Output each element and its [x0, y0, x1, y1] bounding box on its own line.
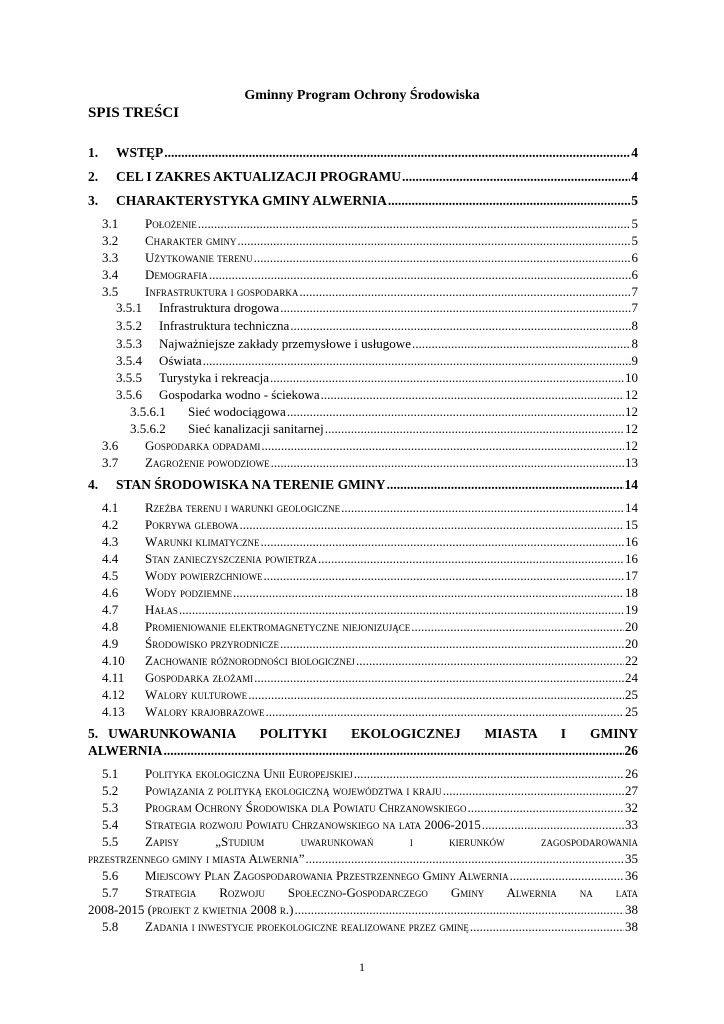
toc-entry-4[interactable] [0, 477, 724, 495]
toc-entry-3[interactable] [0, 193, 724, 211]
page-number: 1 [359, 960, 365, 974]
toc-page: 25 [625, 687, 638, 702]
toc-page: 7 [631, 284, 638, 299]
toc-number: 4.5 [102, 568, 119, 583]
toc-page: 16 [625, 534, 638, 549]
toc-number: 5. [88, 726, 99, 741]
toc-title: Wody podziemne [145, 585, 233, 600]
toc-title: UWARUNKOWANIA POLITYKI EKOLOGICZNEJ MIASTA I GMINY [108, 726, 638, 741]
toc-leader [164, 743, 624, 759]
toc-number: 5.3 [102, 800, 119, 815]
toc-number: 3.5.1 [116, 300, 142, 315]
toc-title: Strategia rozwoju Powiatu Chrzanowskiego na lata 2006-2015 [145, 817, 481, 832]
toc-entry-3-5-1[interactable] [0, 300, 724, 317]
toc-entry-4-7[interactable] [0, 602, 724, 619]
toc-page: 12 [625, 404, 638, 419]
toc-leader [179, 602, 624, 618]
toc-leader [254, 670, 624, 686]
toc-leader [239, 517, 624, 533]
toc-number: 5.4 [102, 817, 119, 832]
toc-number: 3.1 [102, 216, 119, 231]
toc-page: 19 [625, 602, 638, 617]
toc-title: Zachowanie różnorodności biologicznej [145, 653, 355, 668]
toc-entry-3-1[interactable] [0, 216, 724, 233]
toc-entry-3-7[interactable] [0, 455, 724, 472]
toc-entry-4-3[interactable] [0, 534, 724, 551]
toc-leader [294, 902, 624, 918]
toc-page: 12 [625, 438, 638, 453]
toc-page: 6 [631, 267, 638, 282]
toc-number: 5.6 [102, 868, 119, 883]
toc-number: 4.6 [102, 585, 119, 600]
toc-title: Położenie [145, 216, 197, 231]
toc-leader [354, 766, 624, 782]
toc-heading: SPIS TREŚCI [88, 105, 180, 121]
toc-entry-3-3[interactable] [0, 250, 724, 267]
toc-page: 13 [625, 455, 638, 470]
toc-leader [482, 817, 624, 833]
toc-leader [402, 169, 630, 185]
toc-page: 33 [625, 817, 638, 832]
toc-title: Hałas [145, 602, 178, 617]
toc-number: 4.9 [102, 636, 119, 651]
toc-entry-4-10[interactable] [0, 653, 724, 670]
toc-page: 38 [625, 919, 638, 934]
toc-page: 14 [624, 477, 638, 492]
toc-title: Walory krajobrazowe [145, 704, 265, 719]
toc-page: 26 [625, 766, 638, 781]
toc-entry-3-6[interactable] [0, 438, 724, 455]
toc-title: Strategia Rozwoju Społeczno-Gospodarczego Gminy Alwernia na lata [145, 885, 638, 900]
toc-leader [266, 704, 624, 720]
toc-entry-4-13[interactable] [0, 704, 724, 721]
toc-page: 18 [625, 585, 638, 600]
document-title: Gminny Program Ochrony Środowiska [244, 88, 480, 103]
toc-title: Program Ochrony Środowiska dla Powiatu Chrzanowskiego [145, 800, 467, 815]
toc-entry-5[interactable] [0, 726, 724, 762]
toc-leader [443, 783, 624, 799]
toc-entry-3-5-3[interactable] [0, 336, 724, 353]
toc-number: 4.1 [102, 500, 119, 515]
toc-number: 3. [88, 193, 99, 208]
toc-entry-3-5-6[interactable] [0, 387, 724, 404]
toc-entry-4-2[interactable] [0, 517, 724, 534]
toc-leader [209, 267, 631, 283]
toc-page: 36 [625, 868, 638, 883]
toc-number: 5.5 [102, 834, 119, 849]
toc-page: 25 [625, 704, 638, 719]
toc-title: Polityka ekologiczna Unii Europejskiej [145, 766, 353, 781]
toc-number: 4.3 [102, 534, 119, 549]
toc-title: Infrastruktura techniczna [159, 318, 290, 333]
toc-entry-5-5[interactable] [0, 834, 724, 868]
toc-number: 3.7 [102, 455, 119, 470]
toc-entry-4-1[interactable] [0, 500, 724, 517]
toc-page: 38 [625, 902, 638, 917]
toc-leader [237, 233, 630, 249]
toc-entry-4-4[interactable] [0, 551, 724, 568]
toc-page: 22 [625, 653, 638, 668]
toc-leader [264, 568, 624, 584]
toc-leader [388, 193, 630, 209]
toc-page: 9 [631, 353, 638, 368]
toc-title: Gospodarka odpadami [145, 438, 261, 453]
toc-entry-5-4[interactable] [0, 817, 724, 834]
toc-leader [356, 653, 624, 669]
toc-title: Charakter gminy [145, 233, 237, 248]
toc-number: 4.12 [102, 687, 125, 702]
toc-page: 35 [625, 851, 638, 866]
toc-entry-5-2[interactable] [0, 783, 724, 800]
toc-number: 5.1 [102, 766, 119, 781]
toc-title: Infrastruktura i gospodarka [145, 284, 299, 299]
toc-leader [290, 318, 630, 334]
toc-number: 4.10 [102, 653, 125, 668]
toc-number: 3.2 [102, 233, 119, 248]
toc-page: 12 [625, 421, 638, 436]
toc-leader [280, 300, 630, 316]
toc-number: 3.5.6.2 [130, 421, 166, 436]
toc-leader [270, 370, 624, 386]
toc-number: 3.4 [102, 267, 119, 282]
toc-leader [341, 500, 624, 516]
toc-title: Najważniejsze zakłady przemysłowe i usługowe [159, 336, 411, 351]
toc-page: 4 [631, 169, 638, 184]
toc-title-continued: ALWERNIA [88, 743, 163, 758]
toc-leader [164, 145, 630, 161]
toc-title: Powiązania z polityką ekologiczną województwa i kraju [145, 783, 442, 798]
toc-title: CHARAKTERYSTYKA GMINY ALWERNIA [116, 193, 387, 208]
toc-title: Rzeźba terenu i warunki geologiczne [145, 500, 341, 515]
toc-number: 5.2 [102, 783, 119, 798]
toc-title: Zagrożenie powodziowe [145, 455, 270, 470]
toc-title: Gospodarka wodno - ściekowa [159, 387, 320, 402]
toc-number: 5.7 [102, 885, 119, 900]
toc-page: 4 [631, 145, 638, 160]
toc-leader [203, 353, 631, 369]
toc-entry-3-5-6-1[interactable] [0, 404, 724, 421]
toc-title: Wody powierzchniowe [145, 568, 263, 583]
toc-leader [233, 585, 624, 601]
toc-leader [261, 534, 624, 550]
toc-leader [325, 421, 624, 437]
toc-page: 16 [625, 551, 638, 566]
toc-title: WSTĘP [116, 145, 164, 160]
toc-leader [468, 800, 625, 816]
toc-entry-3-4[interactable] [0, 267, 724, 284]
toc-number: 3.5 [102, 284, 119, 299]
toc-leader [306, 851, 624, 867]
toc-title: Warunki klimatyczne [145, 534, 260, 549]
toc-number: 3.3 [102, 250, 119, 265]
toc-page: 20 [625, 619, 638, 634]
toc-page: 20 [625, 636, 638, 651]
toc-leader [261, 438, 624, 454]
toc-leader [387, 477, 624, 493]
toc-title: Demografia [145, 267, 208, 282]
toc-title: Infrastruktura drogowa [159, 300, 280, 315]
toc-leader [254, 250, 631, 266]
toc-entry-3-5[interactable] [0, 284, 724, 301]
toc-leader [280, 636, 624, 652]
toc-title: Walory kulturowe [145, 687, 248, 702]
toc-page: 8 [631, 336, 638, 351]
toc-entry-4-8[interactable] [0, 619, 724, 636]
toc-leader [412, 336, 631, 352]
toc-entry-5-6[interactable] [0, 868, 724, 885]
toc-number: 3.5.6.1 [130, 404, 166, 419]
toc-title: Stan zanieczyszczenia powietrza [145, 551, 317, 566]
toc-entry-5-7[interactable] [0, 885, 724, 919]
toc-page: 5 [631, 216, 638, 231]
toc-number: 4.11 [102, 670, 125, 685]
toc-page: 17 [625, 568, 638, 583]
toc-leader [510, 868, 624, 884]
toc-title: STAN ŚRODOWISKA NA TERENIE GMINY [116, 477, 386, 492]
toc-title-continued: 2008-2015 (projekt z kwietnia 2008 r.) [88, 902, 294, 917]
toc-entry-3-5-5[interactable] [0, 370, 724, 387]
toc-leader [318, 551, 624, 567]
toc-entry-4-12[interactable] [0, 687, 724, 704]
toc-entry-5-8[interactable] [0, 919, 724, 936]
toc-page: 10 [625, 370, 638, 385]
toc-page: 5 [631, 193, 638, 208]
toc-entry-5-1[interactable] [0, 766, 724, 783]
toc-leader [411, 619, 624, 635]
toc-leader [321, 387, 624, 403]
toc-number: 4.8 [102, 619, 119, 634]
toc-page: 26 [624, 743, 638, 758]
toc-number: 3.5.3 [116, 336, 142, 351]
toc-leader [198, 216, 631, 232]
toc-page: 27 [625, 783, 638, 798]
toc-number: 4.2 [102, 517, 119, 532]
toc-entry-5-3[interactable] [0, 800, 724, 817]
toc-title: Sieć kanalizacji sanitarnej [188, 421, 324, 436]
toc-number: 3.6 [102, 438, 119, 453]
toc-number: 3.5.6 [116, 387, 142, 402]
toc-number: 4.13 [102, 704, 125, 719]
toc-page: 14 [625, 500, 638, 515]
toc-leader [299, 284, 630, 300]
toc-title: Zadania i inwestycje proekologiczne realizowane przez gminę [145, 919, 469, 934]
toc-leader [248, 687, 624, 703]
toc-entry-3-5-2[interactable] [0, 318, 724, 335]
toc-title: Zapisy „Studium uwarunkowań i kierunków zagospodarowania [145, 834, 638, 849]
toc-entry-3-5-6-2[interactable] [0, 421, 724, 438]
toc-page: 32 [625, 800, 638, 815]
toc-leader [470, 919, 624, 935]
toc-title-continued: przestrzennego gminy i miasta Alwernia” [88, 851, 305, 866]
toc-entry-1[interactable] [0, 145, 724, 163]
toc-title: Oświata [159, 353, 202, 368]
toc-entry-4-9[interactable] [0, 636, 724, 653]
toc-page: 8 [631, 318, 638, 333]
toc-number: 3.5.4 [116, 353, 142, 368]
toc-entry-2[interactable] [0, 169, 724, 187]
toc-page: 6 [631, 250, 638, 265]
toc-number: 3.5.2 [116, 318, 142, 333]
toc-title: Środowisko przyrodnicze [145, 636, 279, 651]
toc-leader [271, 455, 624, 471]
toc-entry-4-5[interactable] [0, 568, 724, 585]
toc-page: 12 [625, 387, 638, 402]
toc-title: Użytkowanie terenu [145, 250, 253, 265]
toc-entry-3-2[interactable] [0, 233, 724, 250]
toc-entry-4-11[interactable] [0, 670, 724, 687]
toc-page: 7 [631, 300, 638, 315]
toc-number: 4.7 [102, 602, 119, 617]
toc-title: Pokrywa glebowa [145, 517, 239, 532]
toc-title: Turystyka i rekreacja [159, 370, 269, 385]
toc-title: Promieniowanie elektromagnetyczne niejonizujące [145, 619, 411, 634]
toc-number: 1. [88, 145, 99, 160]
toc-title: Sieć wodociągowa [188, 404, 286, 419]
toc-title: Miejscowy Plan Zagospodarowania Przestrzennego Gminy Alwernia [145, 868, 509, 883]
toc-number: 4. [88, 477, 99, 492]
toc-page: 5 [631, 233, 638, 248]
toc-number: 2. [88, 169, 99, 184]
toc-title: CEL I ZAKRES AKTUALIZACJI PROGRAMU [116, 169, 402, 184]
toc-entry-3-5-4[interactable] [0, 353, 724, 370]
toc-page: 15 [625, 517, 638, 532]
toc-page: 24 [625, 670, 638, 685]
toc-title: Gospodarka złożami [145, 670, 254, 685]
toc-leader [287, 404, 624, 420]
toc-number: 3.5.5 [116, 370, 142, 385]
toc-number: 5.8 [102, 919, 119, 934]
toc-entry-4-6[interactable] [0, 585, 724, 602]
toc-number: 4.4 [102, 551, 119, 566]
